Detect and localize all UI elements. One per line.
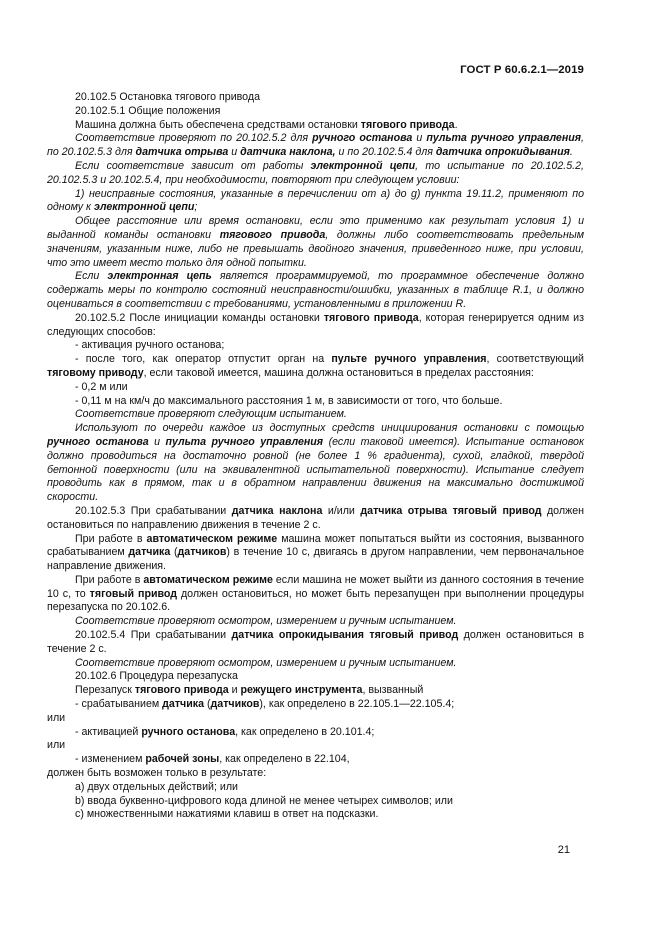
text-run: Общее расстояние или время остановки, если это применимо как результат условия 1) и выданной команды остановки: [47, 215, 584, 241]
text-run: и: [228, 684, 241, 697]
bold-term: датчика наклона,: [240, 146, 336, 159]
paragraph: [47, 615, 584, 629]
bold-term: ручного останова: [47, 435, 149, 448]
text-run: 20.102.5 Остановка тягового привода: [75, 91, 260, 103]
bold-term: пульте ручного управления: [331, 353, 487, 366]
text-run: - срабатыванием: [75, 698, 163, 711]
paragraph: [47, 395, 584, 409]
paragraph: [47, 339, 584, 353]
bold-term: рабочей зоны: [145, 753, 220, 766]
bold-term: автоматическом режиме: [143, 573, 273, 586]
bold-term: ручного останова: [312, 132, 413, 145]
text-run: .: [569, 146, 573, 159]
text-run: , вызванный: [362, 684, 424, 697]
text-run: и по 20.102.5.4 для: [335, 146, 436, 159]
text-run: При работе в: [75, 573, 144, 586]
document-code-header: ГОСТ Р 60.6.2.1—2019: [460, 64, 584, 76]
paragraph: [47, 726, 584, 740]
paragraph: [47, 698, 584, 712]
text-run: или: [47, 711, 66, 724]
text-run: , должны либо соответствовать предельным значениям, указанным ниже, либо не превышать двойного значения, приведенного ниже, при условии, что это имеет место только для одной попытки.: [47, 228, 584, 269]
paragraph: [47, 132, 584, 160]
text-run: если машина не может выйти из данного состояния в течение 10 с, то: [47, 573, 584, 600]
text-run: - активация ручного останова;: [75, 339, 225, 352]
text-run: , которая генерируется одним из следующих способов:: [47, 311, 585, 338]
paragraph: [47, 629, 584, 657]
paragraph: [47, 105, 584, 119]
paragraph: [47, 160, 584, 188]
bold-term: ручного останова: [141, 725, 236, 738]
text-run: Соответствие проверяют осмотром, измерением и ручным испытанием.: [75, 615, 457, 628]
text-run: - после того, как оператор отпустит орган на: [75, 353, 332, 366]
document-body: [47, 91, 584, 822]
text-run: Машина должна быть обеспечена средствами остановки: [75, 118, 361, 131]
text-run: Если соответствие зависит от работы: [75, 159, 311, 172]
text-run: Перезапуск: [75, 684, 135, 697]
text-run: должен быть возможен только в результате:: [47, 767, 267, 780]
bold-term: датчика: [162, 698, 205, 711]
text-run: Соответствие проверяют по 20.102.5.2 для: [75, 132, 313, 145]
text-run: - активацией: [75, 725, 142, 738]
paragraph: [47, 712, 584, 726]
text-run: При работе в: [75, 532, 147, 545]
paragraph: [47, 795, 584, 809]
text-run: a) двух отдельных действий; или: [75, 780, 238, 793]
bold-term: тягового привода: [360, 118, 455, 131]
bold-term: тяговый привод: [89, 587, 177, 600]
paragraph: [47, 808, 584, 822]
paragraph: [47, 408, 584, 422]
text-run: является программируемой, то программное обеспечение должно содержать меры по контролю состояний неисправности/ошибки, указанных в таблице R.1, и должно оцениваться в соответствии с требованиями, установленными в приложении R.: [47, 270, 584, 310]
text-run: (если таковой имеется). Испытание остановок должно проводиться на достаточно ровной (не более 1 % градиента), сухой, гладкой, твердой бетонной поверхности (или на эквивалентной испытательной поверхности). Испытание следует проводить как в прямом, так и в обратном направлении движения на максимально достижимой скорости.: [47, 435, 584, 504]
text-run: , то испытание по 20.102.5.2, 20.102.5.3 и 20.102.5.4, при необходимости, повторяют при следующем условии:: [47, 159, 584, 186]
paragraph: [47, 684, 584, 698]
text-run: 1) неисправные состояния, указанные в перечислении от а) до g) пункта 19.11.2, применяют по одному к: [47, 187, 584, 214]
bold-term: пульта ручного управления: [165, 435, 324, 448]
text-run: Используют по очереди каждое из доступных средств инициирования остановки с помощью: [75, 422, 584, 435]
bold-term: датчиков: [210, 698, 260, 711]
text-run: (: [204, 698, 211, 711]
text-run: .: [454, 118, 458, 131]
bold-term: датчика опрокидывания: [435, 146, 570, 159]
paragraph: [47, 670, 584, 684]
text-run: должен остановиться по направлению движения в течение 2 с.: [47, 504, 584, 531]
text-run: 20.102.5.3 При срабатывании: [75, 504, 232, 517]
page-number: 21: [557, 844, 570, 856]
paragraph: [47, 91, 584, 105]
text-run: ;: [194, 201, 198, 214]
bold-term: пульта ручного управления: [426, 132, 582, 145]
bold-term: датчика: [128, 546, 171, 559]
text-run: или: [47, 739, 66, 752]
paragraph: [47, 781, 584, 795]
text-run: - изменением: [75, 753, 146, 766]
paragraph: [47, 753, 584, 767]
paragraph: [47, 353, 584, 381]
paragraph: [47, 739, 584, 753]
text-run: 20.102.6 Процедура перезапуска: [75, 670, 238, 683]
text-run: , как определено в 22.104,: [219, 753, 350, 766]
paragraph: [47, 119, 584, 133]
text-run: Соответствие проверяют осмотром, измерением и ручным испытанием.: [75, 656, 457, 669]
paragraph: [47, 505, 584, 533]
bold-term: датчиков: [177, 546, 227, 559]
paragraph: [47, 574, 584, 615]
text-run: 20.102.5.4 При срабатывании: [75, 629, 232, 642]
paragraph: [47, 312, 584, 340]
text-run: и: [228, 146, 241, 159]
bold-term: датчика наклона: [231, 504, 323, 517]
text-run: должен остановиться в течение 2 с.: [47, 629, 584, 655]
bold-term: тяговому приводу: [47, 366, 144, 379]
text-run: , как определено в 20.101.4;: [235, 725, 375, 738]
text-run: и/или: [322, 504, 361, 517]
paragraph: [47, 381, 584, 395]
text-run: , если таковой имеется, машина должна остановиться в пределах расстояния:: [143, 366, 534, 379]
text-run: должен остановиться, но может быть перезапущен при выполнении процедуры перезапуска по 20.102.6.: [47, 587, 584, 614]
bold-term: тягового привода: [323, 311, 419, 324]
text-run: , соответствующий: [486, 353, 584, 366]
text-run: и: [412, 132, 427, 145]
text-run: Соответствие проверяют следующим испытанием.: [75, 408, 347, 421]
paragraph: [47, 767, 584, 781]
bold-term: электронная цепь: [107, 270, 212, 283]
text-run: c) множественными нажатиями клавиш в ответ на подсказки.: [75, 808, 379, 821]
text-run: 20.102.5.1 Общие положения: [75, 104, 221, 117]
text-run: машина может попытаться выйти из состояния, вызванного срабатыванием: [47, 532, 584, 559]
text-run: ) в течение 10 с, двигаясь в другом направлении, чем первоначальное направление движения.: [47, 546, 584, 573]
bold-term: электронной цепи: [310, 159, 416, 172]
text-run: b) ввода буквенно-цифрового кода длиной не менее четырех символов; или: [75, 794, 453, 807]
bold-term: датчика опрокидывания тяговый привод: [231, 629, 459, 642]
text-run: (: [170, 546, 178, 559]
text-run: 20.102.5.2 После инициации команды остановки: [75, 311, 324, 324]
paragraph: [47, 533, 584, 574]
bold-term: автоматическом режиме: [146, 532, 278, 545]
text-run: и: [148, 435, 166, 448]
paragraph: [47, 215, 584, 270]
bold-term: датчика отрыва тяговый привод: [360, 504, 542, 517]
paragraph: [47, 422, 584, 505]
paragraph: [47, 188, 584, 216]
text-run: - 0,2 м или: [75, 380, 128, 393]
text-run: Если: [75, 270, 108, 283]
text-run: , по 20.102.5.3 для: [47, 132, 584, 159]
text-run: ), как определено в 22.105.1—22.105.4;: [259, 698, 455, 711]
bold-term: режущего инструмента: [240, 684, 363, 697]
text-run: - 0,11 м на км/ч до максимального расстояния 1 м, в зависимости от того, что больше.: [75, 394, 503, 407]
paragraph: [47, 657, 584, 671]
bold-term: тягового привода: [134, 684, 229, 697]
bold-term: электронной цепи: [94, 201, 195, 214]
bold-term: датчика отрыва: [135, 146, 229, 159]
paragraph: [47, 270, 584, 311]
bold-term: тягового привода: [219, 228, 326, 241]
